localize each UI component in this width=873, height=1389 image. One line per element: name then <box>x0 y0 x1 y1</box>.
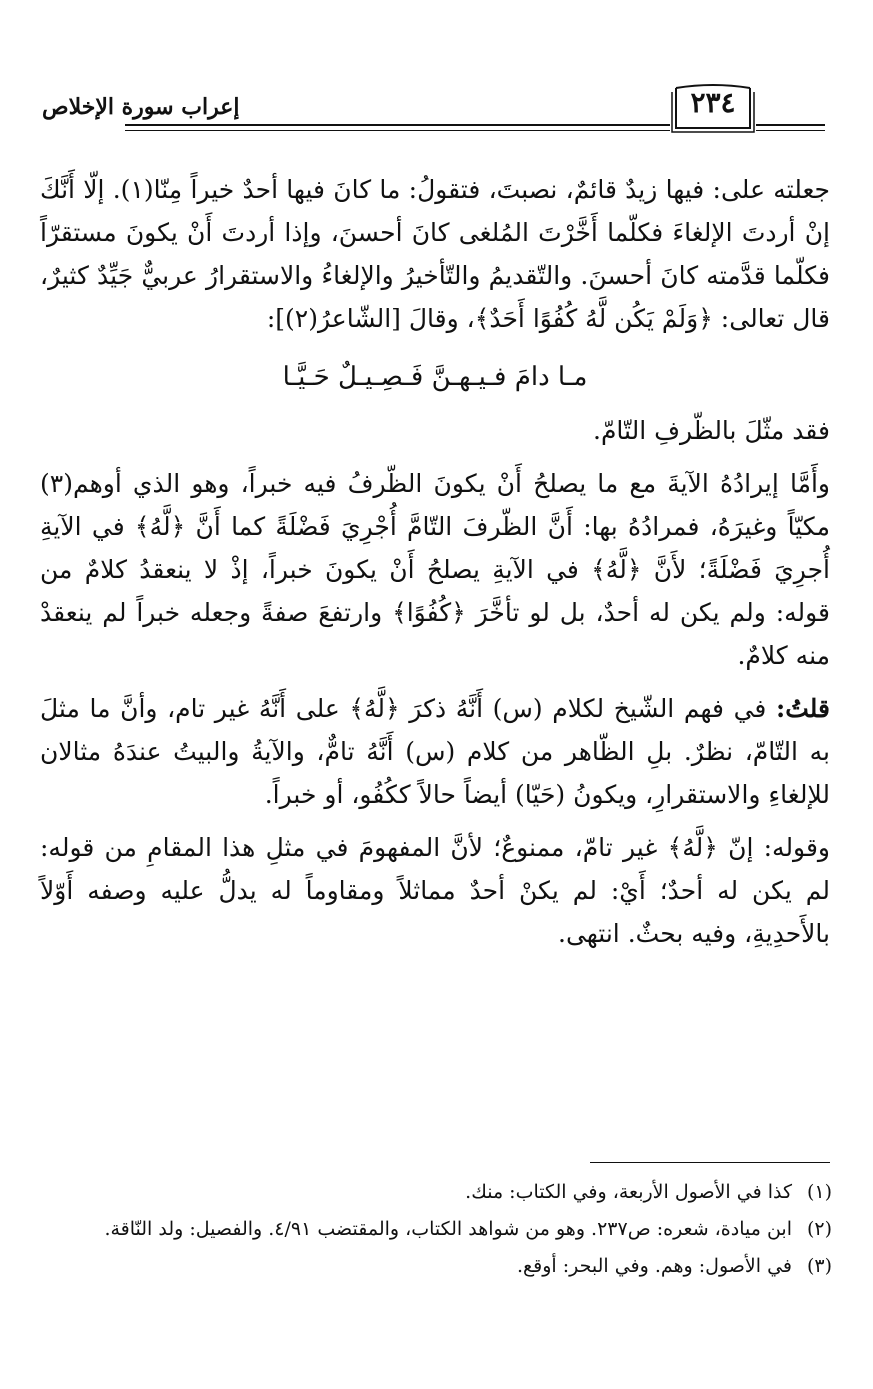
paragraph-qultu <box>40 687 830 816</box>
footnote-text: في الأصول: وهم. وفي البحر: أوقع. <box>517 1255 792 1277</box>
page-header <box>0 80 873 140</box>
qultu-text: في فهم الشّيخ لكلام (س) أَنَّهُ ذكرَ ﴿لَّهُ﴾ على أَنَّهُ غير تام، وأنَّ ما مثلَ به التّامّ، نظرٌ. بلِ الظّاهر من كلام (س) أَنَّهُ تامٌّ، والآيةُ والبيتُ عندَهُ مثالان للإلغاءِ والاستقرارِ، ويكونُ (حَيّا) أيضاً حالاً ككُفُو، أو خبراً. <box>40 694 830 809</box>
footnote-item <box>40 1176 832 1209</box>
footnote-number: (٢) <box>806 1218 832 1240</box>
footnotes <box>40 1176 832 1287</box>
running-title: إعراب سورة الإخلاص <box>42 94 240 120</box>
paragraph-3: وأَمَّا إيرادُهُ الآيةَ مع ما يصلحُ أَنْ يكونَ الظّرفُ فيه خبراً، وهو الذي أوهم(٣) مكيّاً وغيرَهُ، فمرادُهُ بها: أَنَّ الظّرفَ التّامَّ أُجْرِيَ فَضْلَةً كما أَنَّ ﴿لَّهُ﴾ في الآيةِ أُجرِيَ فَضْلَةً؛ لأَنَّ ﴿لَّهُ﴾ في الآيةِ يصلحُ أَنْ يكونَ خبراً، إذْ لا ينعقدُ كلامٌ من قوله: ولم يكن له أحدٌ، بل لو تأخَّرَ ﴿كُفُوًا﴾ وارتفعَ صفةً وجعله خبراً لم ينعقدْ منه كلامٌ. <box>40 469 830 670</box>
qultu-lead: قلتُ: <box>775 694 830 723</box>
footnote-divider <box>590 1162 830 1163</box>
verse-line: مـا دامَ فـيـهـنَّ فَـصِـيـلٌ حَـيَّـا <box>282 362 588 392</box>
paragraph-2: فقد مثّلَ بالظّرفِ التّامّ. <box>593 416 830 445</box>
footnote-number: (١) <box>806 1181 832 1203</box>
footnote-item <box>40 1250 832 1283</box>
page-number-badge <box>670 82 756 134</box>
footnote-text: ابن ميادة، شعره: ص٢٣٧. وهو من شواهد الكتاب، والمقتضب ٤/٩١. والفصيل: ولد النّاقة. <box>104 1218 792 1240</box>
footnote-text: كذا في الأصول الأربعة، وفي الكتاب: منك. <box>465 1181 792 1203</box>
footnote-number: (٣) <box>806 1255 832 1277</box>
paragraph-last: وقوله: إنّ ﴿لَّهُ﴾ غير تامّ، ممنوعٌ؛ لأنَّ المفهومَ في مثلِ هذا المقامِ من قوله: لم يكن له أحدٌ؛ أَيْ: لم يكنْ أحدٌ مماثلاً ومقاوماً له يدلُّ عليه وصفه أَوّلاً بالأَحدِيةِ، وفيه بحثٌ. انتهى. <box>40 833 830 948</box>
paragraph-1: جعلته على: فيها زيدٌ قائمٌ، نصبتَ، فتقولُ: ما كانَ فيها أحدٌ خيراً مِنّا(١). إلّا أَنَّكَ إنْ أردتَ الإلغاءَ فكلّما أَخَّرْتَ المُلغى كانَ أحسنَ، وإذا أردتَ أَنْ يكونَ مستقرّاً فكلّما قدَّمته كانَ أحسنَ. والتّقديمُ والتّأخيرُ والإلغاءُ والاستقرارُ عربيٌّ جَيِّدٌ كثيرٌ، قال تعالى: ﴿وَلَمْ يَكُن لَّهُ كُفُوًا أَحَدٌ﴾، وقالَ [الشّاعرُ(٢)]: <box>40 175 830 333</box>
page-number: ٢٣٤ <box>690 86 736 119</box>
footnote-item <box>40 1213 832 1246</box>
body-text <box>40 168 830 965</box>
